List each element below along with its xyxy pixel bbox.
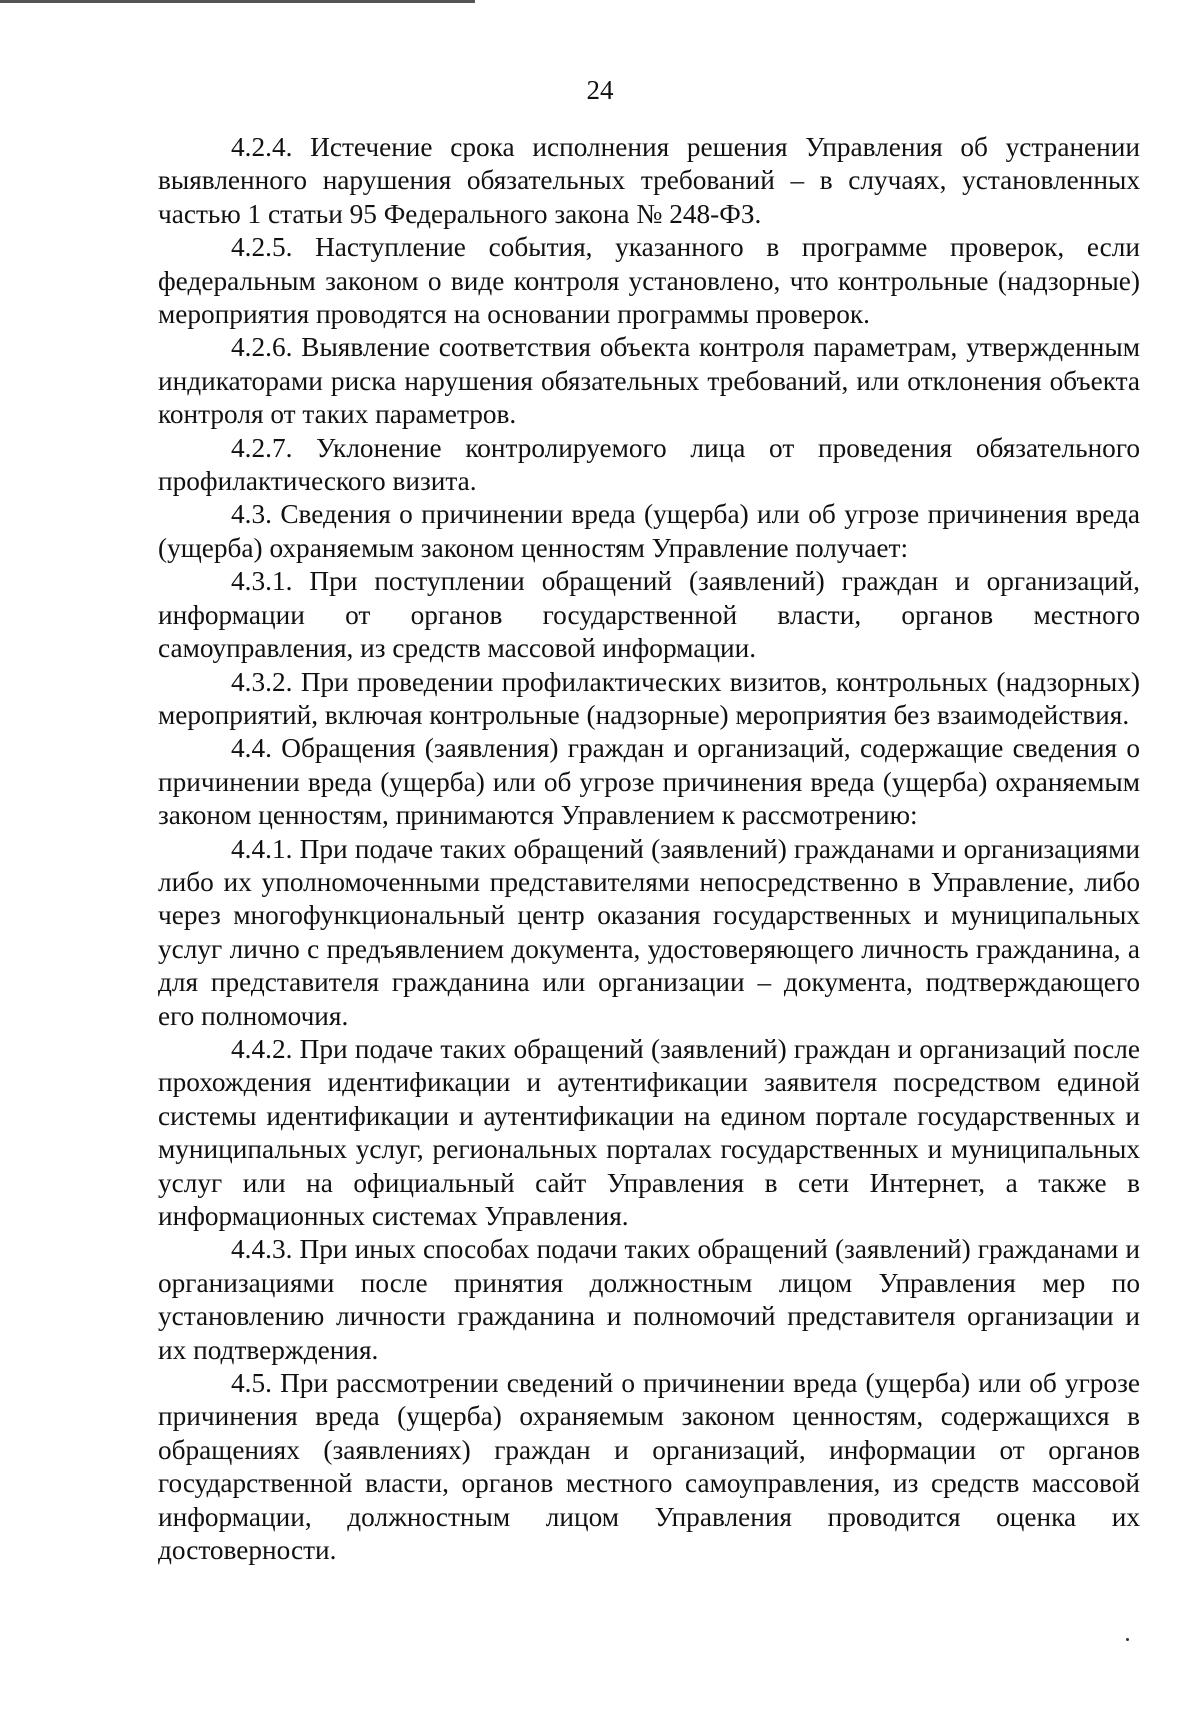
scan-speck: [1126, 1638, 1129, 1641]
paragraph-4-3: 4.3. Сведения о причинении вреда (ущерба) или об угрозе причинения вреда (ущерба) охраняемым законом ценностям Управление получает:: [158, 499, 1140, 563]
top-scan-rule: [0, 0, 475, 3]
paragraph-4-3-1: 4.3.1. При поступлении обращений (заявлений) граждан и организаций, информации от органов государственной власти, органов местного самоуправления, из средств массовой информации.: [158, 566, 1140, 664]
page-number: 24: [586, 75, 614, 105]
paragraph-4-2-6: 4.2.6. Выявление соответствия объекта контроля параметрам, утвержденным индикаторами риска нарушения обязательных требований, или отклонения объекта контроля от таких параметров.: [158, 332, 1140, 430]
paragraph-4-5: 4.5. При рассмотрении сведений о причинении вреда (ущерба) или об угрозе причинения вреда (ущерба) охраняемым законом ценностям, содержащихся в обращениях (заявлениях) граждан и организаций, информации от органов государственной власти, органов местного самоуправления, из средств массовой информации, должностным лицом Управления проводится оценка их достоверности.: [158, 1368, 1140, 1566]
paragraph-4-4: 4.4. Обращения (заявления) граждан и организаций, содержащие сведения о причинении вреда (ущерба) или об угрозе причинения вреда (ущерба) охраняемым законом ценностям, принимаются Управлением к рассмотрению:: [158, 733, 1140, 831]
document-body: [158, 131, 1140, 1567]
paragraph-4-2-4: 4.2.4. Истечение срока исполнения решения Управления об устранении выявленного нарушения обязательных требований – в случаях, установленных частью 1 статьи 95 Федерального закона № 248-ФЗ.: [158, 132, 1140, 229]
paragraph-4-2-5: 4.2.5. Наступление события, указанного в программе проверок, если федеральным законом о виде контроля установлено, что контрольные (надзорные) мероприятия проводятся на основании программы проверок.: [158, 232, 1140, 330]
paragraph-4-4-3: 4.4.3. При иных способах подачи таких обращений (заявлений) гражданами и организациями после принятия должностным лицом Управления мер по установлению личности гражданина и полномочий представителя организации и их подтверждения.: [158, 1234, 1140, 1365]
paragraph-4-3-2: 4.3.2. При проведении профилактических визитов, контрольных (надзорных) мероприятий, включая контрольные (надзорные) мероприятия без взаимодействия.: [158, 666, 1140, 730]
paragraph-4-4-1: 4.4.1. При подаче таких обращений (заявлений) гражданами и организациями либо их уполномоченными представителями непосредственно в Управление, либо через многофункциональный центр оказания государственных и муниципальных услуг лично с предъявлением документа, удостоверяющего личность гражданина, а для представителя гражданина или организации – документа, подтверждающего его полномочия.: [158, 833, 1140, 1031]
paragraph-4-4-2: 4.4.2. При подаче таких обращений (заявлений) граждан и организаций после прохождения идентификации и аутентификации заявителя посредством единой системы идентификации и аутентификации на едином портале государственных и муниципальных услуг, региональных порталах государственных и муниципальных услуг или на официальный сайт Управления в сети Интернет, а также в информационных системах Управления.: [158, 1033, 1140, 1231]
paragraph-4-2-7: 4.2.7. Уклонение контролируемого лица от проведения обязательного профилактического визита.: [158, 432, 1140, 497]
